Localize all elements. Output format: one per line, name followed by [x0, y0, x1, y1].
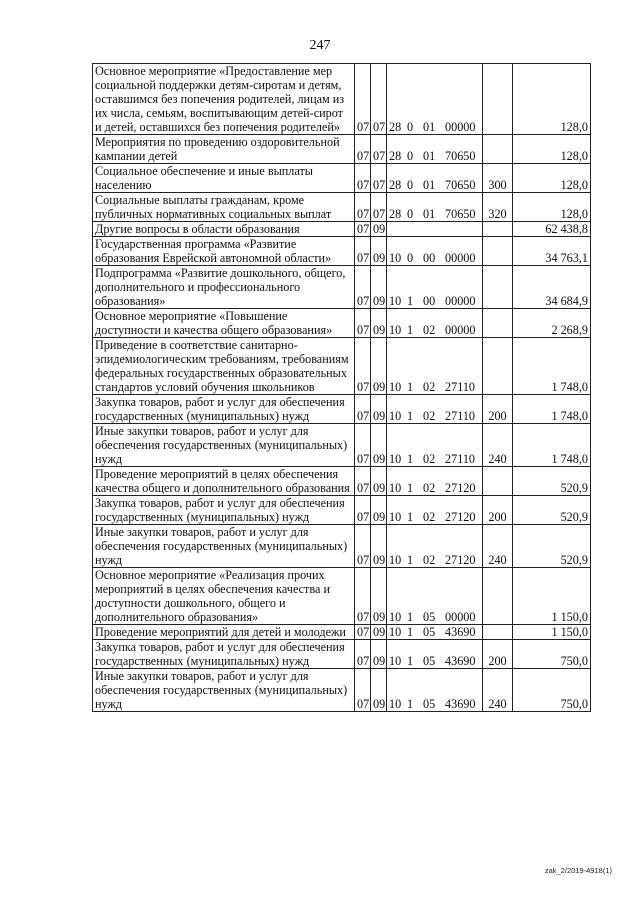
- sum-cell: 520,9: [513, 467, 591, 496]
- rz-code-cell: 07: [355, 496, 371, 525]
- csr-part: 1: [407, 481, 414, 495]
- vr-code-cell: [483, 309, 513, 338]
- csr-part: 43690: [445, 625, 476, 639]
- rz-code-cell: 07: [355, 64, 371, 135]
- pr-code-cell: 07: [371, 135, 387, 164]
- csr-part: 02: [423, 510, 436, 524]
- rz-code-cell: 07: [355, 467, 371, 496]
- csr-part: 28: [389, 120, 402, 134]
- row-name-cell: Проведение мероприятий в целях обеспечения качества общего и дополнительного образования: [93, 467, 355, 496]
- csr-part: 00000: [445, 323, 476, 337]
- vr-code-cell: 240: [483, 525, 513, 568]
- csr-code-cell: [387, 135, 483, 164]
- csr-part: 01: [423, 149, 436, 163]
- sum-cell: 750,0: [513, 669, 591, 712]
- csr-part: 1: [407, 323, 414, 337]
- sum-cell: 34 763,1: [513, 237, 591, 266]
- csr-part: 27120: [445, 481, 476, 495]
- csr-part: 01: [423, 207, 436, 221]
- csr-part: 00: [423, 251, 436, 265]
- sum-cell: 750,0: [513, 640, 591, 669]
- csr-part: 1: [407, 380, 414, 394]
- vr-code-cell: [483, 222, 513, 237]
- table-row: [93, 568, 591, 625]
- row-name-cell: Приведение в соответствие санитарно-эпидемиологическим требованиям, требованиям федеральных государственных образовательных стандартов условий обучения школьников: [93, 338, 355, 395]
- pr-code-cell: 09: [371, 525, 387, 568]
- row-name-cell: Основное мероприятие «Повышение доступности и качества общего образования»: [93, 309, 355, 338]
- csr-part: 10: [389, 323, 402, 337]
- pr-code-cell: 09: [371, 424, 387, 467]
- csr-part: 00000: [445, 610, 476, 624]
- rz-code-cell: 07: [355, 135, 371, 164]
- table-row: [93, 193, 591, 222]
- sum-cell: 1 748,0: [513, 338, 591, 395]
- csr-code-cell: [387, 640, 483, 669]
- csr-code-cell: [387, 309, 483, 338]
- sum-cell: 128,0: [513, 64, 591, 135]
- csr-code-cell: [387, 164, 483, 193]
- csr-part: 10: [389, 510, 402, 524]
- csr-part: 1: [407, 510, 414, 524]
- csr-code-cell: [387, 193, 483, 222]
- csr-code-cell: [387, 237, 483, 266]
- table-row: [93, 309, 591, 338]
- csr-part: 10: [389, 251, 402, 265]
- table-row: [93, 424, 591, 467]
- vr-code-cell: [483, 467, 513, 496]
- vr-code-cell: 240: [483, 669, 513, 712]
- rz-code-cell: 07: [355, 395, 371, 424]
- csr-part: 00000: [445, 120, 476, 134]
- row-name-cell: Иные закупки товаров, работ и услуг для обеспечения государственных (муниципальных) нужд: [93, 424, 355, 467]
- sum-cell: 34 684,9: [513, 266, 591, 309]
- csr-part: 27110: [445, 452, 476, 466]
- vr-code-cell: [483, 64, 513, 135]
- row-name-cell: Закупка товаров, работ и услуг для обеспечения государственных (муниципальных) нужд: [93, 496, 355, 525]
- csr-part: 1: [407, 409, 414, 423]
- csr-part: 27120: [445, 553, 476, 567]
- pr-code-cell: 09: [371, 496, 387, 525]
- row-name-cell: Проведение мероприятий для детей и молодежи: [93, 625, 355, 640]
- pr-code-cell: 07: [371, 164, 387, 193]
- csr-part: 00000: [445, 251, 476, 265]
- row-name-cell: Социальное обеспечение и иные выплаты населению: [93, 164, 355, 193]
- vr-code-cell: 200: [483, 395, 513, 424]
- row-name-cell: Мероприятия по проведению оздоровительной кампании детей: [93, 135, 355, 164]
- vr-code-cell: 240: [483, 424, 513, 467]
- sum-cell: 520,9: [513, 496, 591, 525]
- pr-code-cell: 07: [371, 193, 387, 222]
- vr-code-cell: [483, 135, 513, 164]
- csr-part: 28: [389, 149, 402, 163]
- csr-part: 27120: [445, 510, 476, 524]
- csr-part: 43690: [445, 654, 476, 668]
- row-name-cell: Закупка товаров, работ и услуг для обеспечения государственных (муниципальных) нужд: [93, 395, 355, 424]
- csr-part: 10: [389, 625, 402, 639]
- pr-code-cell: 09: [371, 467, 387, 496]
- csr-part: 0: [407, 251, 414, 265]
- csr-part: 02: [423, 380, 436, 394]
- sum-cell: 128,0: [513, 135, 591, 164]
- csr-part: 05: [423, 610, 436, 624]
- rz-code-cell: 07: [355, 309, 371, 338]
- csr-part: 02: [423, 452, 436, 466]
- csr-part: 05: [423, 625, 436, 639]
- pr-code-cell: 09: [371, 669, 387, 712]
- vr-code-cell: 300: [483, 164, 513, 193]
- rz-code-cell: 07: [355, 525, 371, 568]
- rz-code-cell: 07: [355, 164, 371, 193]
- rz-code-cell: 07: [355, 193, 371, 222]
- csr-part: 02: [423, 481, 436, 495]
- vr-code-cell: [483, 338, 513, 395]
- csr-code-cell: [387, 266, 483, 309]
- budget-table: [92, 63, 591, 712]
- pr-code-cell: 09: [371, 568, 387, 625]
- pr-code-cell: 09: [371, 625, 387, 640]
- csr-code-cell: [387, 525, 483, 568]
- pr-code-cell: 09: [371, 395, 387, 424]
- vr-code-cell: [483, 568, 513, 625]
- table-row: [93, 222, 591, 237]
- csr-part: 27110: [445, 380, 476, 394]
- table-row: [93, 164, 591, 193]
- row-name-cell: Другие вопросы в области образования: [93, 222, 355, 237]
- rz-code-cell: 07: [355, 669, 371, 712]
- rz-code-cell: 07: [355, 237, 371, 266]
- csr-part: 1: [407, 452, 414, 466]
- csr-part: 01: [423, 178, 436, 192]
- rz-code-cell: 07: [355, 625, 371, 640]
- table-row: [93, 669, 591, 712]
- sum-cell: 1 150,0: [513, 625, 591, 640]
- sum-cell: 1 748,0: [513, 424, 591, 467]
- pr-code-cell: 07: [371, 64, 387, 135]
- vr-code-cell: 200: [483, 640, 513, 669]
- csr-part: 02: [423, 553, 436, 567]
- csr-part: 05: [423, 654, 436, 668]
- sum-cell: 128,0: [513, 193, 591, 222]
- csr-part: 28: [389, 178, 402, 192]
- table-row: [93, 640, 591, 669]
- vr-code-cell: 200: [483, 496, 513, 525]
- table-row: [93, 395, 591, 424]
- csr-part: 70650: [445, 207, 476, 221]
- sum-cell: 62 438,8: [513, 222, 591, 237]
- csr-code-cell: [387, 467, 483, 496]
- rz-code-cell: 07: [355, 222, 371, 237]
- page-number: 247: [309, 38, 331, 53]
- pr-code-cell: 09: [371, 640, 387, 669]
- table-row: [93, 237, 591, 266]
- rz-code-cell: 07: [355, 568, 371, 625]
- csr-part: 00000: [445, 294, 476, 308]
- row-name-cell: Подпрограмма «Развитие дошкольного, общего, дополнительного и профессионального образования»: [93, 266, 355, 309]
- csr-part: 1: [407, 697, 414, 711]
- table-row: [93, 467, 591, 496]
- csr-code-cell: [387, 395, 483, 424]
- rz-code-cell: 07: [355, 338, 371, 395]
- csr-code-cell: [387, 625, 483, 640]
- table-row: [93, 525, 591, 568]
- table-row: [93, 135, 591, 164]
- csr-part: 10: [389, 697, 402, 711]
- row-name-cell: Иные закупки товаров, работ и услуг для обеспечения государственных (муниципальных) нужд: [93, 669, 355, 712]
- csr-part: 0: [407, 120, 414, 134]
- csr-part: 10: [389, 452, 402, 466]
- csr-part: 0: [407, 207, 414, 221]
- table-row: [93, 266, 591, 309]
- csr-code-cell: [387, 64, 483, 135]
- csr-part: 10: [389, 481, 402, 495]
- table-row: [93, 496, 591, 525]
- pr-code-cell: 09: [371, 222, 387, 237]
- pr-code-cell: 09: [371, 237, 387, 266]
- csr-code-cell: [387, 496, 483, 525]
- row-name-cell: Основное мероприятие «Реализация прочих мероприятий в целях обеспечения качества и доступности дошкольного, общего и дополнительного образования»: [93, 568, 355, 625]
- csr-part: 28: [389, 207, 402, 221]
- sum-cell: 1 748,0: [513, 395, 591, 424]
- csr-part: 27110: [445, 409, 476, 423]
- csr-part: 0: [407, 149, 414, 163]
- sum-cell: 2 268,9: [513, 309, 591, 338]
- csr-part: 1: [407, 625, 414, 639]
- csr-part: 1: [407, 610, 414, 624]
- csr-part: 43690: [445, 697, 476, 711]
- row-name-cell: Закупка товаров, работ и услуг для обеспечения государственных (муниципальных) нужд: [93, 640, 355, 669]
- csr-part: 1: [407, 654, 414, 668]
- row-name-cell: Государственная программа «Развитие образования Еврейской автономной области»: [93, 237, 355, 266]
- csr-part: 10: [389, 654, 402, 668]
- sum-cell: 1 150,0: [513, 568, 591, 625]
- csr-part: 10: [389, 553, 402, 567]
- pr-code-cell: 09: [371, 309, 387, 338]
- csr-part: 02: [423, 409, 436, 423]
- csr-part: 10: [389, 610, 402, 624]
- rz-code-cell: 07: [355, 640, 371, 669]
- rz-code-cell: 07: [355, 424, 371, 467]
- table-row: [93, 338, 591, 395]
- csr-part: 00: [423, 294, 436, 308]
- vr-code-cell: [483, 625, 513, 640]
- csr-code-cell: [387, 424, 483, 467]
- table-row: [93, 625, 591, 640]
- sum-cell: 128,0: [513, 164, 591, 193]
- csr-part: 02: [423, 323, 436, 337]
- csr-part: 70650: [445, 178, 476, 192]
- pr-code-cell: 09: [371, 338, 387, 395]
- document-code: zak_2/2019-4918(1): [544, 866, 612, 875]
- row-name-cell: Основное мероприятие «Предоставление мер социальной поддержки детям-сиротам и детям, оставшимся без попечения родителей, лицам из их числа, семьям, воспитывающим детей-сирот и детей, оставшихся без попечения родителей»: [93, 64, 355, 135]
- csr-part: 1: [407, 553, 414, 567]
- row-name-cell: Социальные выплаты гражданам, кроме публичных нормативных социальных выплат: [93, 193, 355, 222]
- csr-code-cell: [387, 568, 483, 625]
- csr-part: 10: [389, 294, 402, 308]
- csr-part: 10: [389, 409, 402, 423]
- vr-code-cell: [483, 266, 513, 309]
- csr-part: 10: [389, 380, 402, 394]
- vr-code-cell: [483, 237, 513, 266]
- rz-code-cell: 07: [355, 266, 371, 309]
- table-row: [93, 64, 591, 135]
- pr-code-cell: 09: [371, 266, 387, 309]
- vr-code-cell: 320: [483, 193, 513, 222]
- csr-part: 0: [407, 178, 414, 192]
- csr-part: 1: [407, 294, 414, 308]
- row-name-cell: Иные закупки товаров, работ и услуг для обеспечения государственных (муниципальных) нужд: [93, 525, 355, 568]
- csr-part: 01: [423, 120, 436, 134]
- sum-cell: 520,9: [513, 525, 591, 568]
- csr-part: 70650: [445, 149, 476, 163]
- csr-code-cell: [387, 222, 483, 237]
- csr-part: 05: [423, 697, 436, 711]
- csr-code-cell: [387, 669, 483, 712]
- csr-code-cell: [387, 338, 483, 395]
